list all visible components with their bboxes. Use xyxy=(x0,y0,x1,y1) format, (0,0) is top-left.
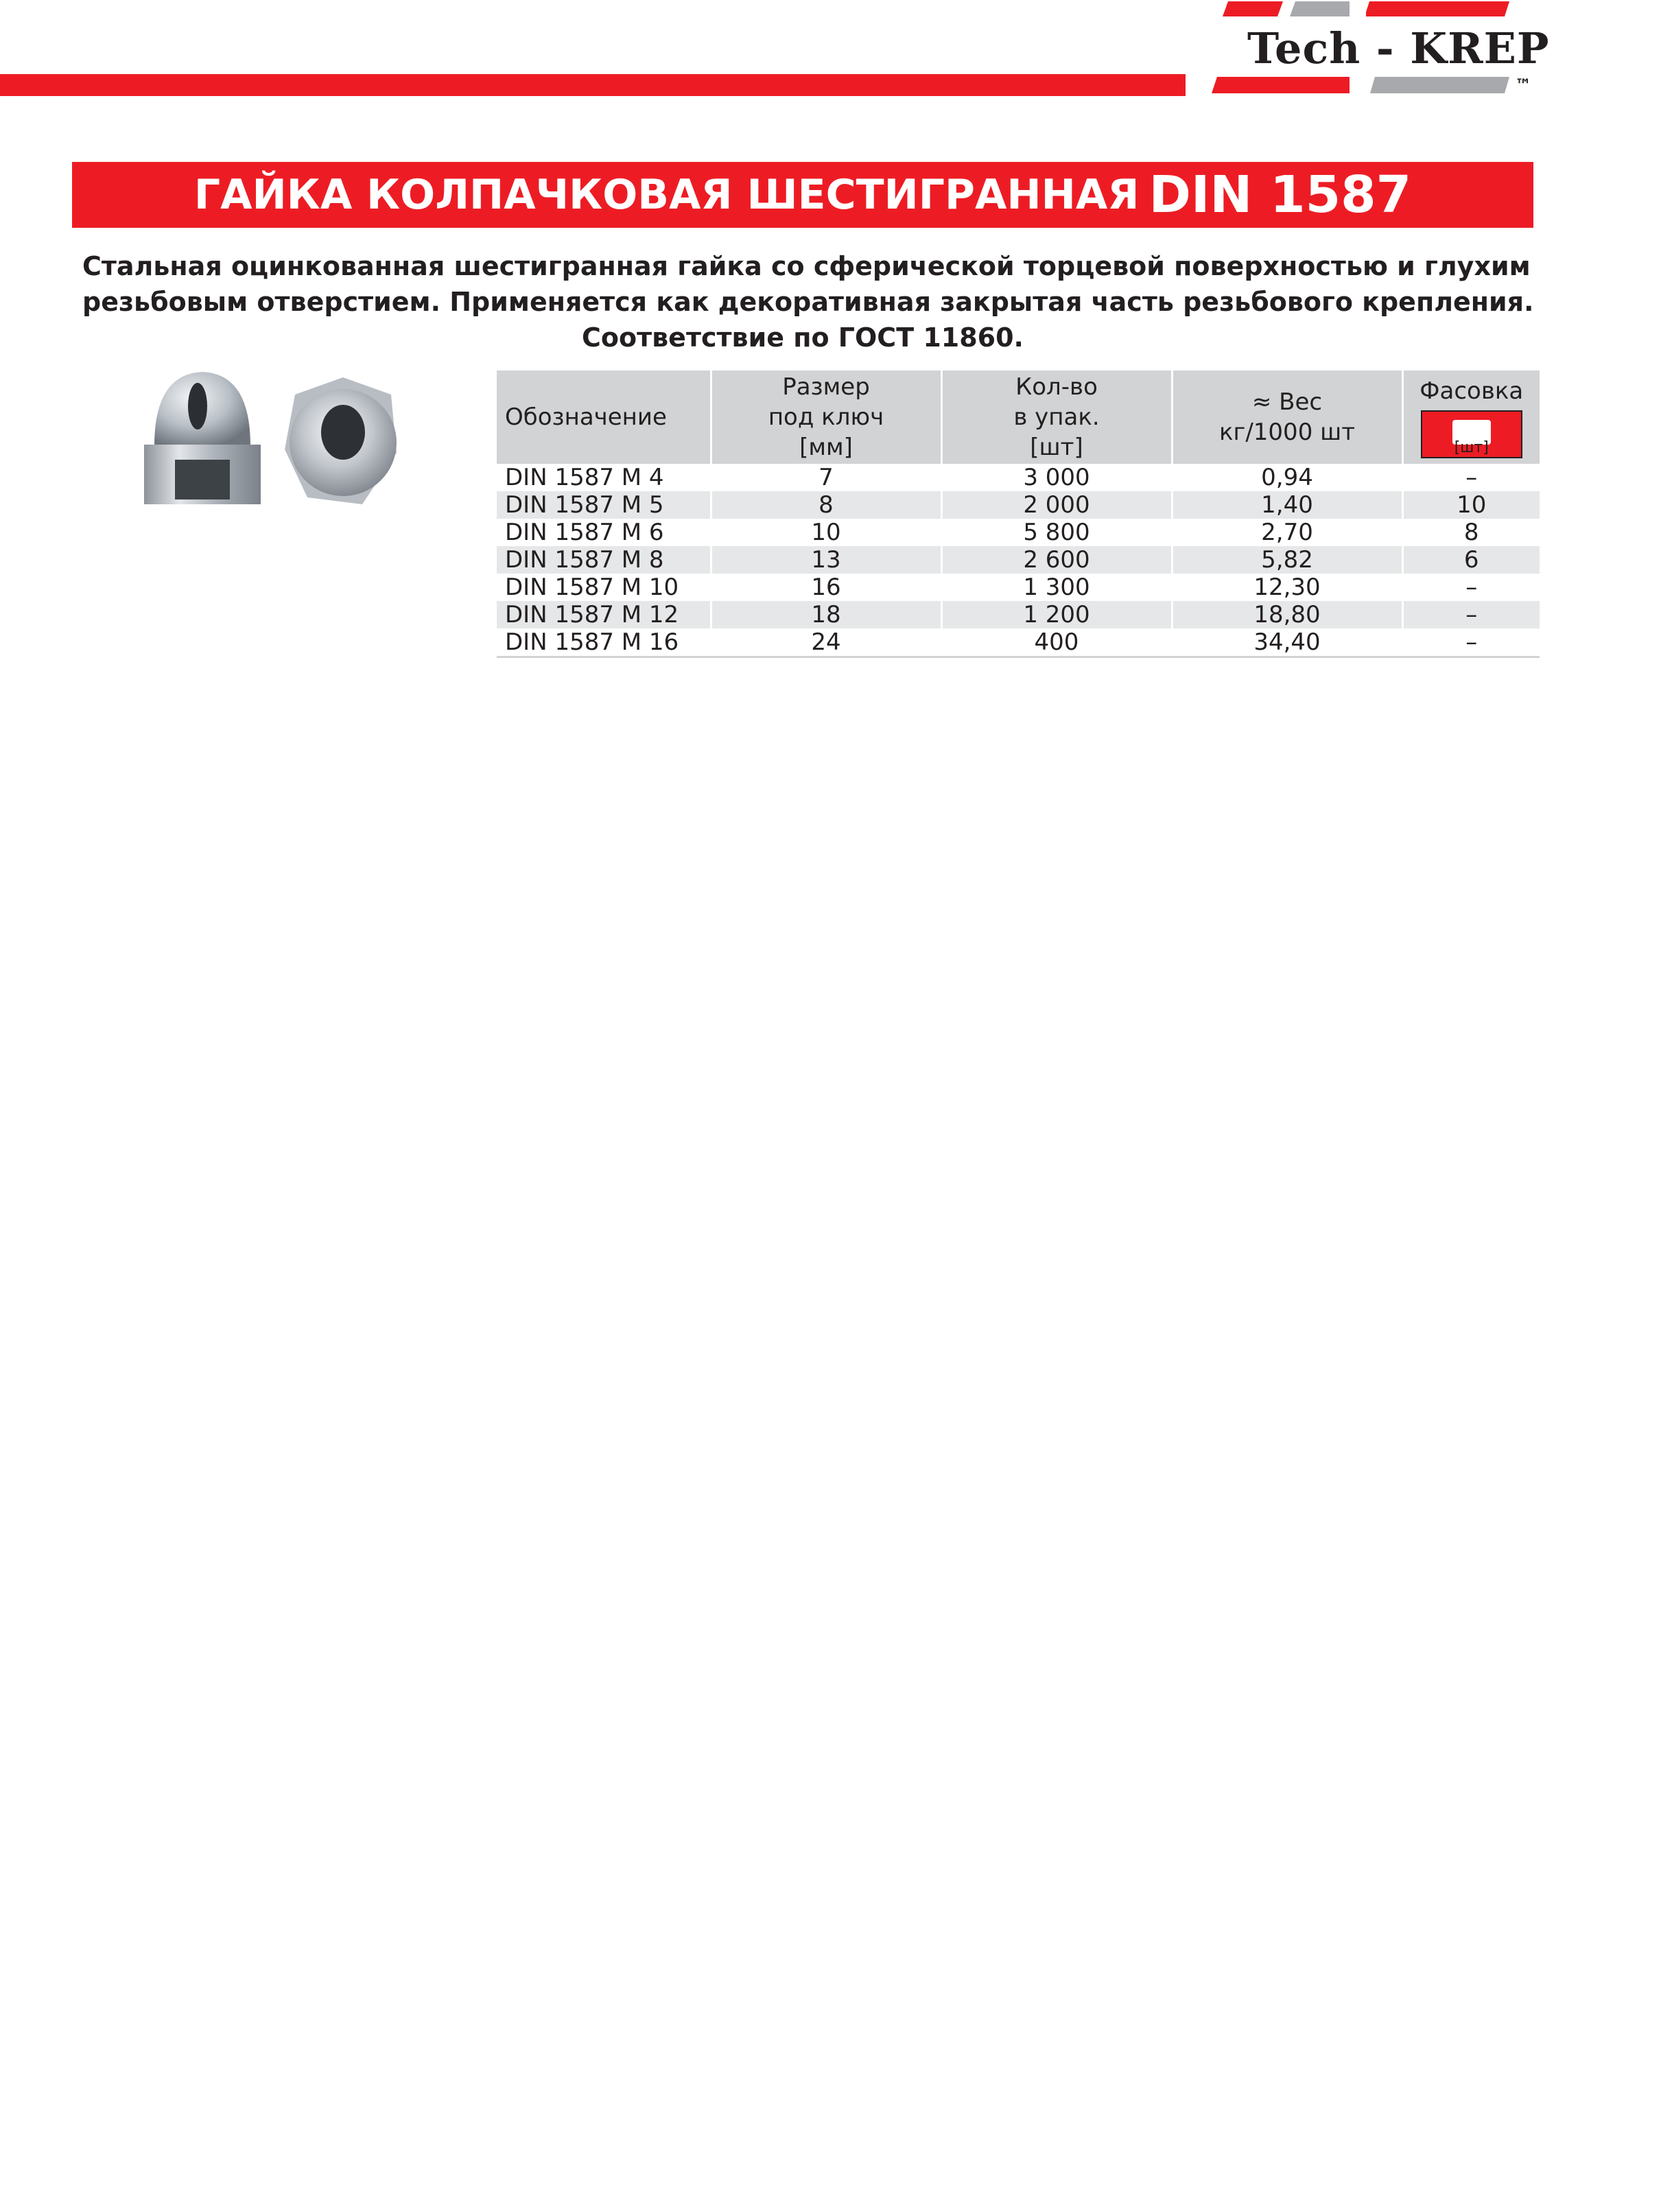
description-line: Соответствие по ГОСТ 11860. xyxy=(582,322,1024,353)
cell-wrench: 8 xyxy=(711,491,941,519)
header-line: Размер xyxy=(782,373,870,401)
cell-wrench: 13 xyxy=(711,546,941,574)
package-icon xyxy=(1421,410,1522,458)
cell-pack: – xyxy=(1465,464,1478,491)
cell-wrench: 18 xyxy=(711,601,941,628)
cell-pack: – xyxy=(1465,574,1478,601)
table-row xyxy=(497,628,1540,657)
table-row xyxy=(497,464,1540,491)
header-red-bar xyxy=(0,74,1186,96)
cell-weight: 18,80 xyxy=(1172,601,1402,628)
table-row xyxy=(497,574,1540,601)
table-row xyxy=(497,601,1540,628)
header-line: кг/1000 шт xyxy=(1218,419,1356,446)
cell-weight: 2,70 xyxy=(1172,519,1402,546)
header-weight xyxy=(1172,370,1402,464)
cell-pack: 8 xyxy=(1463,519,1479,546)
cell-weight: 0,94 xyxy=(1172,464,1402,491)
package-unit-label: [шт] xyxy=(1454,439,1489,456)
cap-nut-photo xyxy=(137,364,439,521)
table-row xyxy=(497,491,1540,519)
header-packing xyxy=(1402,370,1540,464)
cell-wrench: 16 xyxy=(711,574,941,601)
cell-designation: DIN 1587 M 4 xyxy=(497,464,711,491)
header-line: Кол-во xyxy=(1015,373,1098,401)
cell-designation: DIN 1587 M 16 xyxy=(497,628,711,657)
cell-designation: DIN 1587 M 12 xyxy=(497,601,711,628)
table-row xyxy=(497,519,1540,546)
cell-wrench: 7 xyxy=(711,464,941,491)
cell-weight: 5,82 xyxy=(1172,546,1402,574)
cell-weight: 12,30 xyxy=(1172,574,1402,601)
header-designation: Обозначение xyxy=(497,370,711,464)
page-title-standard: DIN 1587 xyxy=(1148,165,1412,224)
trademark-mark: ™ xyxy=(1515,75,1531,95)
cell-designation: DIN 1587 M 5 xyxy=(497,491,711,519)
page-title-banner xyxy=(72,162,1533,228)
description-line: Стальная оцинкованная шестигранная гайка со сферической торцевой поверхностью и глухим xyxy=(82,251,1531,281)
cell-qty: 400 xyxy=(941,628,1172,657)
cell-wrench: 10 xyxy=(711,519,941,546)
cell-qty: 1 300 xyxy=(941,574,1172,601)
header-line: [мм] xyxy=(799,434,853,461)
header-line: под ключ xyxy=(768,403,884,431)
brand-logo xyxy=(1208,0,1551,103)
page-title: ГАЙКА КОЛПАЧКОВАЯ ШЕСТИГРАННАЯ xyxy=(193,171,1140,219)
cell-weight: 34,40 xyxy=(1172,628,1402,657)
cell-pack: 6 xyxy=(1402,546,1540,574)
cell-designation: DIN 1587 M 8 xyxy=(497,546,711,574)
description-line: резьбовым отверстием. Применяется как декоративная закрытая часть резьбового крепления. xyxy=(82,287,1534,317)
product-description xyxy=(82,248,1534,355)
cell-qty: 3 000 xyxy=(941,464,1172,491)
cell-qty: 5 800 xyxy=(941,519,1172,546)
header-quantity xyxy=(941,370,1172,464)
cell-wrench: 24 xyxy=(711,628,941,657)
header-line: Фасовка xyxy=(1419,377,1524,405)
cell-qty: 2 600 xyxy=(941,546,1172,574)
logo-text: Tech - KREP xyxy=(1247,23,1550,73)
cell-pack: – xyxy=(1402,628,1540,657)
table-row xyxy=(497,546,1540,574)
cell-pack: – xyxy=(1402,601,1540,628)
cell-qty: 1 200 xyxy=(941,601,1172,628)
cell-qty: 2 000 xyxy=(941,491,1172,519)
table-header-row xyxy=(497,370,1540,464)
header-line: ≈ Вес xyxy=(1251,388,1323,416)
cell-pack: 10 xyxy=(1402,491,1540,519)
header-line: в упак. xyxy=(1013,403,1100,431)
header-wrench-size xyxy=(711,370,941,464)
cell-designation: DIN 1587 M 6 xyxy=(497,519,711,546)
header-line: [шт] xyxy=(1030,434,1083,461)
cell-weight: 1,40 xyxy=(1172,491,1402,519)
specification-table xyxy=(497,370,1540,658)
cell-designation: DIN 1587 M 10 xyxy=(497,574,711,601)
